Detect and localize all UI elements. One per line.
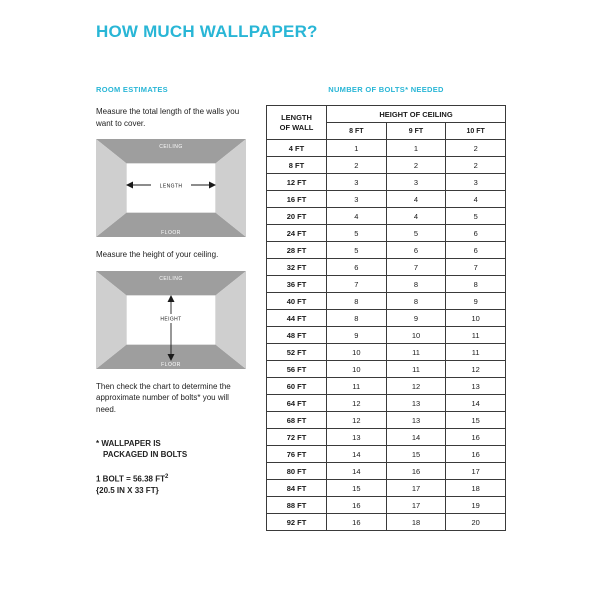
table-row [267,497,506,514]
bolt-area-superscript: 2 [164,473,169,480]
bolts-cell: 1 [386,140,446,157]
table-row [267,395,506,412]
section-heading-room-estimates: ROOM ESTIMATES [96,85,168,94]
bolts-cell: 5 [446,208,506,225]
bolts-cell: 11 [386,361,446,378]
table-row [267,208,506,225]
row-length-label: 44 FT [267,310,327,327]
bolts-cell: 14 [446,395,506,412]
bolts-cell: 13 [446,378,506,395]
bolts-cell: 2 [446,157,506,174]
bolts-cell: 18 [446,480,506,497]
bolts-cell: 17 [386,480,446,497]
section-heading-bolts: NUMBER OF BOLTS* NEEDED [328,85,444,94]
bolts-cell: 12 [386,378,446,395]
bolts-cell: 15 [386,446,446,463]
bolts-cell: 15 [446,412,506,429]
bolts-table [266,105,506,531]
row-length-label: 24 FT [267,225,327,242]
bolts-cell: 8 [327,310,387,327]
table-row [267,225,506,242]
bolt-area-text: 1 BOLT = 56.38 FT [96,474,165,484]
room-height-diagram [96,271,246,369]
table-row [267,310,506,327]
row-length-label: 88 FT [267,497,327,514]
bolts-cell: 4 [386,208,446,225]
row-length-label: 32 FT [267,259,327,276]
table-row [267,259,506,276]
bolts-cell: 12 [327,395,387,412]
bolts-cell: 10 [327,361,387,378]
row-length-label: 28 FT [267,242,327,259]
bolts-cell: 12 [446,361,506,378]
table-row [267,344,506,361]
bolts-cell: 17 [386,497,446,514]
row-length-label: 92 FT [267,514,327,531]
table-row [267,378,506,395]
wallpaper-bolts-note [96,438,246,461]
note-line-1: * WALLPAPER IS [96,438,161,448]
bolts-cell: 4 [327,208,387,225]
row-length-label: 48 FT [267,327,327,344]
table-row [267,429,506,446]
table-row [267,157,506,174]
bolts-cell: 13 [327,429,387,446]
room-height-diagram-svg [96,271,246,369]
instruction-check-chart: Then check the chart to determine the approximate number of bolts* you will need. [96,381,231,414]
row-length-label: 12 FT [267,174,327,191]
bolts-cell: 11 [386,344,446,361]
header-col-8ft: 8 FT [327,123,387,140]
room-length-diagram-svg [96,139,246,237]
bolts-cell: 19 [446,497,506,514]
bolts-cell: 8 [386,293,446,310]
header-length-line-2: OF WALL [279,122,314,132]
bolts-cell: 12 [327,412,387,429]
bolts-cell: 15 [327,480,387,497]
table-row [267,446,506,463]
header-length-of-wall [267,106,327,140]
header-height-of-ceiling: HEIGHT OF CEILING [327,106,506,123]
row-length-label: 40 FT [267,293,327,310]
header-col-9ft: 9 FT [386,123,446,140]
floor-label-2: FLOOR [161,361,181,368]
room-length-diagram [96,139,246,237]
bolt-dimensions-text: {20.5 IN X 33 FT} [96,486,159,495]
table-header-row-1 [267,106,506,123]
bolts-cell: 1 [327,140,387,157]
table-row [267,480,506,497]
table-row [267,191,506,208]
bolts-cell: 14 [386,429,446,446]
bolts-cell: 3 [327,174,387,191]
table-row [267,174,506,191]
ceiling-label-2: CEILING [159,275,183,282]
bolts-cell: 16 [327,497,387,514]
header-length-line-1: LENGTH [281,113,312,123]
bolts-cell: 4 [446,191,506,208]
row-length-label: 76 FT [267,446,327,463]
row-length-label: 84 FT [267,480,327,497]
bolts-table-head [267,106,506,140]
row-length-label: 8 FT [267,157,327,174]
bolts-cell: 9 [446,293,506,310]
header-col-10ft: 10 FT [446,123,506,140]
bolts-cell: 6 [327,259,387,276]
bolts-cell: 3 [446,174,506,191]
table-row [267,327,506,344]
page-title: HOW MUCH WALLPAPER? [96,22,318,41]
bolts-table-body [267,140,506,531]
bolts-cell: 10 [446,310,506,327]
instruction-measure-length: Measure the total length of the walls you want to cover. [96,107,240,128]
table-row [267,412,506,429]
bolts-cell: 7 [386,259,446,276]
bolts-cell: 2 [386,157,446,174]
bolts-cell: 2 [446,140,506,157]
bolts-cell: 13 [386,395,446,412]
ceiling-label-1: CEILING [159,144,183,151]
table-row [267,276,506,293]
row-length-label: 68 FT [267,412,327,429]
row-length-label: 20 FT [267,208,327,225]
instruction-measure-height: Measure the height of your ceiling. [96,250,219,260]
bolts-cell: 9 [327,327,387,344]
table-row [267,514,506,531]
table-row [267,242,506,259]
bolts-cell: 6 [446,225,506,242]
bolts-cell: 16 [386,463,446,480]
bolts-cell: 6 [446,242,506,259]
bolts-cell: 16 [446,446,506,463]
bolts-cell: 9 [386,310,446,327]
bolts-cell: 5 [386,225,446,242]
bolts-cell: 16 [446,429,506,446]
bolts-cell: 13 [386,412,446,429]
bolts-cell: 8 [446,276,506,293]
bolts-cell: 7 [446,259,506,276]
bolts-cell: 8 [386,276,446,293]
row-length-label: 80 FT [267,463,327,480]
bolts-cell: 7 [327,276,387,293]
bolt-size-note [96,473,246,497]
bolts-cell: 2 [327,157,387,174]
bolts-cell: 5 [327,242,387,259]
row-length-label: 56 FT [267,361,327,378]
bolts-cell: 11 [446,327,506,344]
row-length-label: 52 FT [267,344,327,361]
bolts-cell: 10 [327,344,387,361]
bolts-cell: 11 [327,378,387,395]
note-line-2: PACKAGED IN BOLTS [103,450,188,460]
bolts-cell: 20 [446,514,506,531]
bolts-cell: 3 [327,191,387,208]
bolts-cell: 3 [386,174,446,191]
table-row [267,140,506,157]
bolts-cell: 5 [327,225,387,242]
bolts-cell: 11 [446,344,506,361]
table-row [267,293,506,310]
bolts-cell: 8 [327,293,387,310]
bolts-table-column [266,85,506,531]
height-label: HEIGHT [160,316,182,323]
bolts-cell: 14 [327,463,387,480]
bolts-cell: 10 [386,327,446,344]
bolts-cell: 6 [386,242,446,259]
bolts-cell: 18 [386,514,446,531]
row-length-label: 64 FT [267,395,327,412]
bolts-cell: 14 [327,446,387,463]
bolts-cell: 4 [386,191,446,208]
bolts-cell: 16 [327,514,387,531]
table-row [267,361,506,378]
table-row [267,463,506,480]
row-length-label: 72 FT [267,429,327,446]
row-length-label: 16 FT [267,191,327,208]
row-length-label: 36 FT [267,276,327,293]
row-length-label: 4 FT [267,140,327,157]
floor-label-1: FLOOR [161,230,181,237]
length-label: LENGTH [159,183,183,190]
row-length-label: 60 FT [267,378,327,395]
bolts-cell: 17 [446,463,506,480]
room-estimates-column [96,85,246,497]
